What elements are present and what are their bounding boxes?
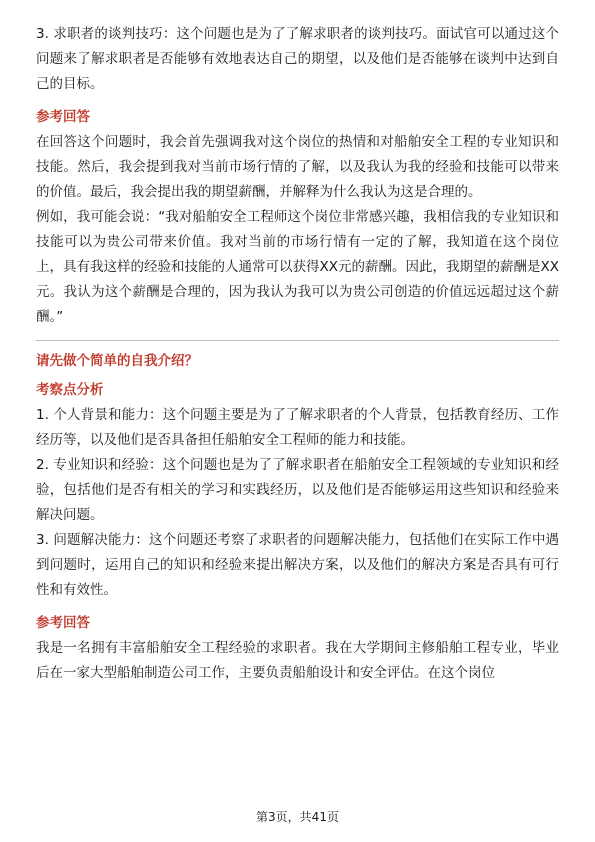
page-number-footer: 第3页，共41页 xyxy=(256,810,339,824)
answer-paragraph: 在回答这个问题时，我会首先强调我对这个岗位的热情和对船舶安全工程的专业知识和技能。然后，我会提到我对当前市场行情的了解，以及我认为我的经验和技能可以带来的价值。最后，我会提出我的期望薪酬，并解释为什么我认为这是合理的。 xyxy=(36,134,559,200)
analysis-point-2: 2. 专业知识和经验：这个问题也是为了了解求职者在船舶安全工程领域的专业知识和经验，包括他们是否有相关的学习和实践经历，以及他们是否能够运用这些知识和经验来解决问题。 xyxy=(36,457,559,523)
analysis-point-1: 1. 个人背景和能力：这个问题主要是为了了解求职者的个人背景，包括教育经历、工作经历等，以及他们是否具备担任船舶安全工程师的能力和技能。 xyxy=(36,407,559,448)
answer-example-paragraph: 例如，我可能会说：“我对船舶安全工程师这个岗位非常感兴趣，我相信我的专业知识和技能可以为贵公司带来价值。我对当前的市场行情有一定的了解，我知道在这个岗位上，具有我这样的经验和技能的人通常可以获得XX元的薪酬。因此，我期望的薪酬是XX元。我认为这个薪酬是合理的，因为我认为我可以为贵公司创造的价值远远超过这个薪酬。” xyxy=(36,209,559,325)
analysis-point-3: 3. 问题解决能力：这个问题还考察了求职者的问题解决能力，包括他们在实际工作中遇到问题时，运用自己的知识和经验来提出解决方案，以及他们的解决方案是否具有可行性和有效性。 xyxy=(36,532,559,598)
negotiation-point: 3. 求职者的谈判技巧：这个问题也是为了了解求职者的谈判技巧。面试官可以通过这个问题来了解求职者是否能够有效地表达自己的期望，以及他们是否能够在谈判中达到自己的目标。 xyxy=(36,26,559,92)
analysis-heading: 考察点分析 xyxy=(36,382,104,398)
answer-paragraph: 我是一名拥有丰富船舶安全工程经验的求职者。我在大学期间主修船舶工程专业，毕业后在一家大型船舶制造公司工作，主要负责船舶设计和安全评估。在这个岗位 xyxy=(36,640,559,681)
reference-answer-heading: 参考回答 xyxy=(36,615,90,631)
section-divider xyxy=(36,340,559,341)
interview-question: 请先做个简单的自我介绍？ xyxy=(36,353,198,369)
document-page xyxy=(36,22,559,686)
reference-answer-heading: 参考回答 xyxy=(36,109,90,125)
